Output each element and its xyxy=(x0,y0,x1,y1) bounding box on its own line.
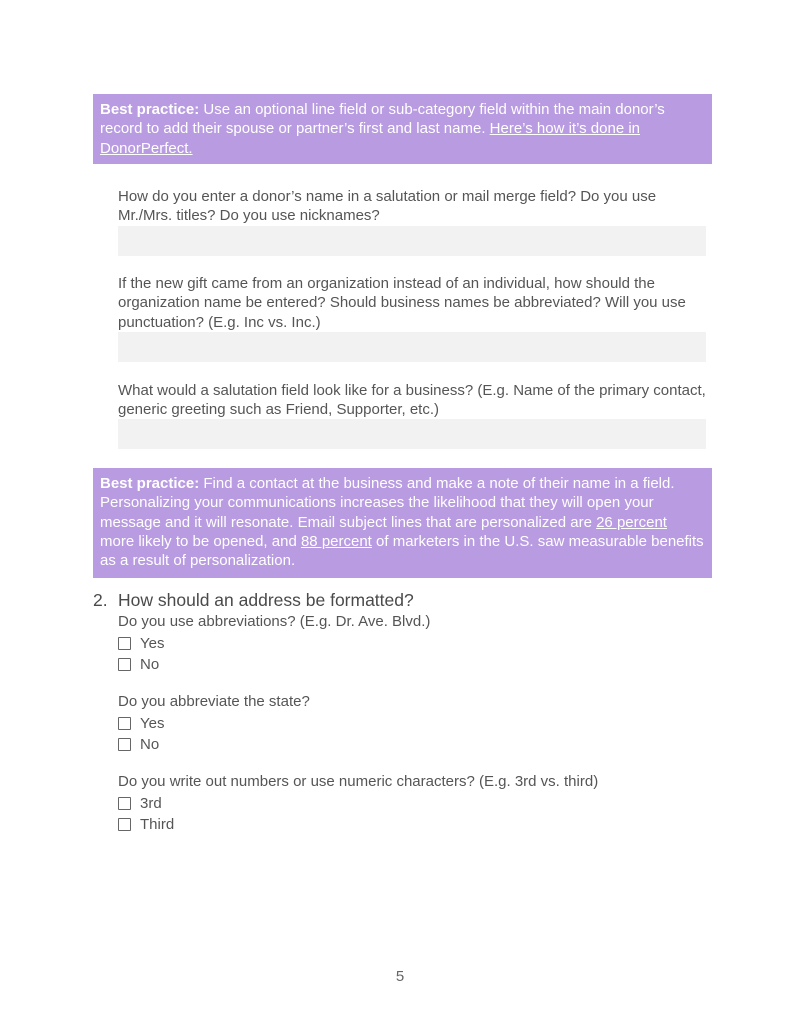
best-practice-callout-personalization xyxy=(93,468,712,578)
answer-field-business-salutation[interactable] xyxy=(118,419,706,449)
checkbox-option-numbers-3rd[interactable] xyxy=(118,793,162,813)
checkbox[interactable] xyxy=(118,717,131,730)
section-heading-address xyxy=(93,590,414,611)
best-practice-label: Best practice: xyxy=(100,475,200,492)
answer-field-organization-name[interactable] xyxy=(118,332,706,362)
best-practice-text: more likely to be opened, and xyxy=(100,532,301,550)
question-abbreviations: Do you use abbreviations? (E.g. Dr. Ave. Blvd.) xyxy=(118,613,431,630)
checkbox[interactable] xyxy=(118,738,131,751)
checkbox-label: Third xyxy=(140,815,175,833)
checkbox-option-state-yes[interactable] xyxy=(118,713,164,733)
checkbox[interactable] xyxy=(118,818,131,831)
checkbox-option-state-no[interactable] xyxy=(118,734,159,754)
donorperfect-link[interactable]: Here’s how it’s done in DonorPerfect. xyxy=(100,120,641,157)
checkbox-option-abbreviations-no[interactable] xyxy=(118,654,159,674)
answer-field-salutation[interactable] xyxy=(118,226,706,256)
88-percent-link[interactable]: 88 percent xyxy=(300,532,372,550)
question-salutation: How do you enter a donor’s name in a salutation or mail merge field? Do you use Mr./Mrs. titles? Do you use nicknames? xyxy=(118,188,657,225)
question-numbers: Do you write out numbers or use numeric characters? (E.g. 3rd vs. third) xyxy=(118,773,599,790)
checkbox-label: Yes xyxy=(140,634,165,652)
26-percent-link[interactable]: 26 percent xyxy=(596,513,667,531)
section-number: 2. xyxy=(93,590,108,610)
question-business-salutation: What would a salutation field look like for a business? (E.g. Name of the primary contact, generic greeting such as Friend, Supporter, etc.) xyxy=(118,382,706,419)
best-practice-text: Find a contact at the business and make a note of their name in a field. Personalizing your communications increases the likelihood that they will open your message and it will resonate. Email subject lines that are personalized are xyxy=(100,475,675,531)
page-number: 5 xyxy=(395,968,405,985)
best-practice-text: of marketers in the U.S. saw measurable benefits as a result of personalization. xyxy=(100,532,704,570)
question-abbreviate-state: Do you abbreviate the state? xyxy=(118,693,310,710)
checkbox-label: Yes xyxy=(140,714,165,732)
best-practice-label: Best practice: xyxy=(100,101,200,118)
best-practice-text: Use an optional line field or sub-category field within the main donor’s record to add their spouse or partner’s first and last name. xyxy=(100,101,665,138)
section-title: How should an address be formatted? xyxy=(118,590,414,610)
checkbox-label: No xyxy=(140,655,160,673)
checkbox-label: 3rd xyxy=(140,794,162,812)
question-organization-name: If the new gift came from an organization instead of an individual, how should the organization name be entered? Should business names be abbreviated? Will you use punctuation? (E.g. Inc vs. Inc.) xyxy=(118,275,686,331)
checkbox-label: No xyxy=(140,735,160,753)
checkbox[interactable] xyxy=(118,637,131,650)
checkbox-option-abbreviations-yes[interactable] xyxy=(118,633,164,653)
checkbox[interactable] xyxy=(118,797,131,810)
best-practice-callout-spouse xyxy=(93,94,712,164)
checkbox-option-numbers-third[interactable] xyxy=(118,814,174,834)
checkbox[interactable] xyxy=(118,658,131,671)
